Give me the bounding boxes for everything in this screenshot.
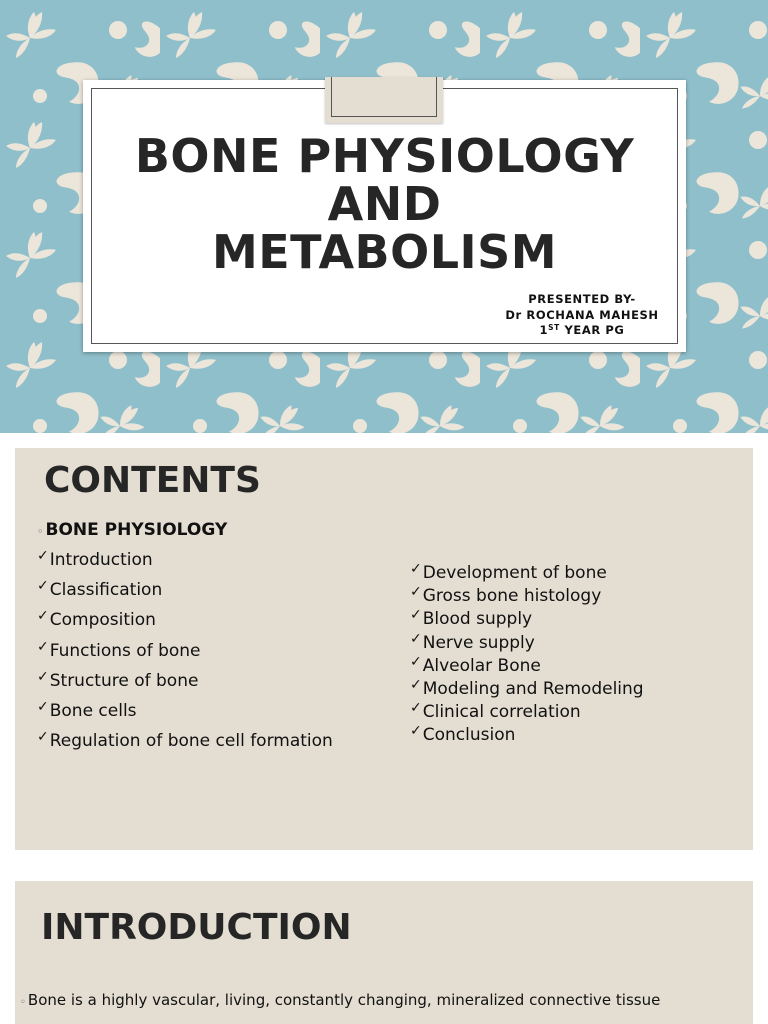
list-item: ✓Introduction <box>37 548 153 570</box>
title-line-1: BONE PHYSIOLOGY <box>134 129 635 183</box>
list-item: ✓Structure of bone <box>37 668 199 691</box>
check-icon: ✓ <box>410 561 422 577</box>
check-icon: ✓ <box>410 653 422 670</box>
list-item: ✓Regulation of bone cell formation <box>37 729 333 752</box>
bullet-icon: ◦ <box>20 997 26 1008</box>
list-item: ✓Gross bone histology <box>410 584 602 607</box>
check-icon: ✓ <box>37 729 49 746</box>
check-icon: ✓ <box>37 578 49 595</box>
list-item: ✓Functions of bone <box>37 638 201 661</box>
check-icon: ✓ <box>410 723 422 740</box>
introduction-slide <box>15 881 753 1024</box>
presenter-label: PRESENTED BY- <box>528 292 636 306</box>
list-item: ✓Modeling and Remodeling <box>410 676 644 699</box>
introduction-text: Bone is a highly vascular, living, constantly changing, mineralized connective tissue <box>27 991 661 1009</box>
title-line-2: AND <box>327 177 442 231</box>
section-label <box>37 520 227 540</box>
introduction-bullet <box>20 991 750 1009</box>
check-icon: ✓ <box>37 698 49 715</box>
list-item: ✓Nerve supply <box>410 630 535 653</box>
presenter-name: Dr ROCHANA MAHESH <box>505 307 659 322</box>
contents-heading: CONTENTS <box>44 460 261 501</box>
check-icon: ✓ <box>410 584 422 601</box>
contents-list-right <box>410 561 740 747</box>
list-item: ✓Clinical correlation <box>410 700 581 723</box>
title-card-tab <box>325 77 443 123</box>
title-slide <box>0 0 768 433</box>
list-item: ✓Development of bone <box>410 561 607 583</box>
contents-list-left <box>37 548 407 759</box>
check-icon: ✓ <box>410 676 422 693</box>
list-item: ✓Composition <box>37 608 156 631</box>
section-bullet-icon: ◦ <box>37 525 44 538</box>
check-icon: ✓ <box>37 668 49 685</box>
presentation-title <box>83 129 686 279</box>
list-item: ✓Blood supply <box>410 607 533 630</box>
title-line-3: METABOLISM <box>211 225 558 279</box>
contents-slide <box>15 448 753 850</box>
check-icon: ✓ <box>37 548 49 564</box>
check-icon: ✓ <box>410 700 422 717</box>
presenter-info <box>482 292 682 339</box>
check-icon: ✓ <box>410 607 422 624</box>
presenter-year: 1ST YEAR PG <box>539 323 625 337</box>
check-icon: ✓ <box>37 638 49 655</box>
list-item: ✓Conclusion <box>410 723 516 746</box>
list-item: ✓Bone cells <box>37 698 137 721</box>
section-label-text: BONE PHYSIOLOGY <box>45 520 228 540</box>
list-item: ✓Alveolar Bone <box>410 653 541 676</box>
list-item: ✓Classification <box>37 578 163 601</box>
title-card <box>83 80 686 352</box>
check-icon: ✓ <box>37 608 49 625</box>
introduction-heading: INTRODUCTION <box>41 907 352 948</box>
check-icon: ✓ <box>410 630 422 647</box>
